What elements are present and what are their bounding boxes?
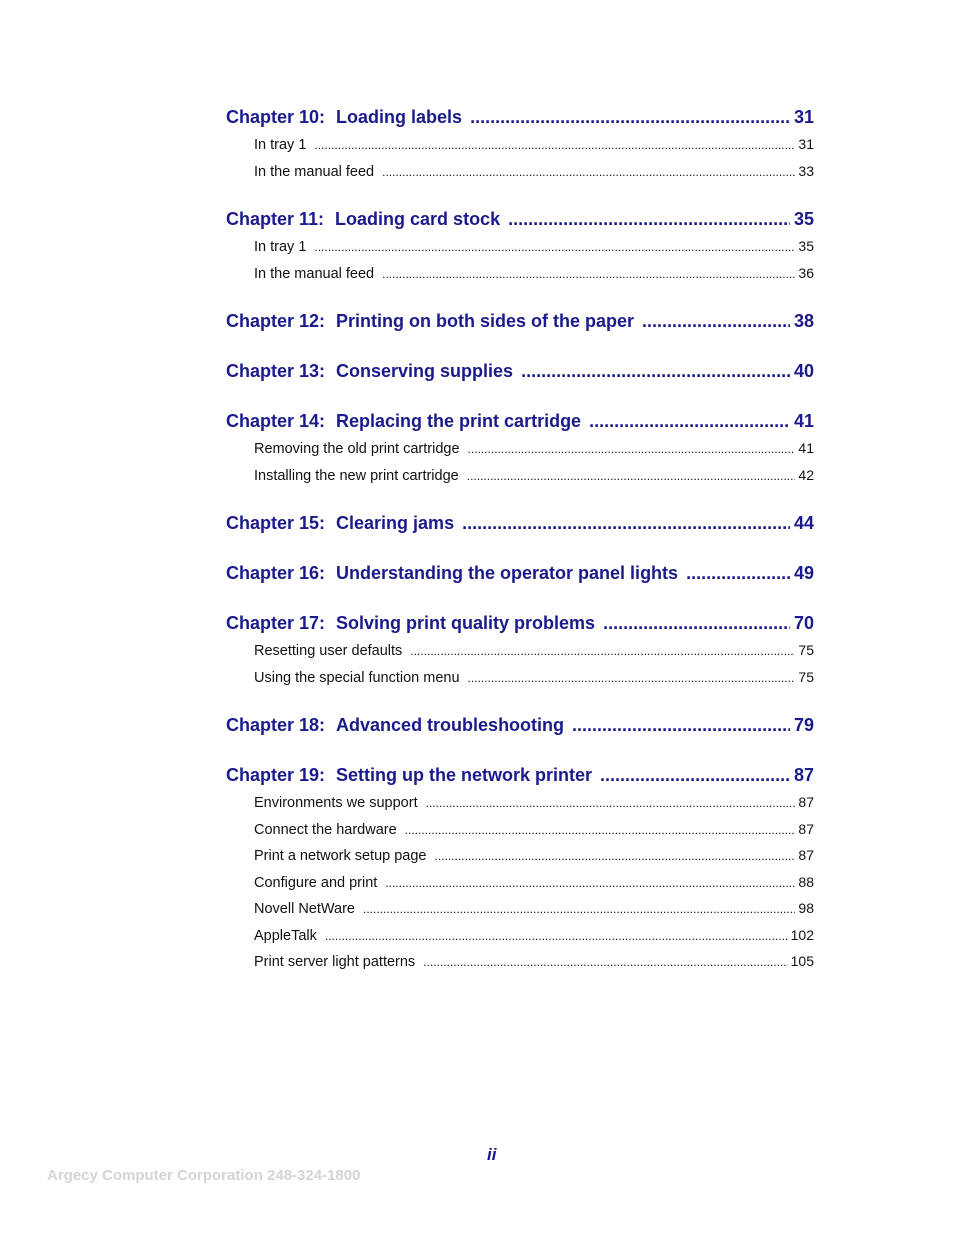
toc-section-entry[interactable]	[254, 163, 814, 190]
section-title: AppleTalk	[254, 927, 317, 944]
chapter-page-number: 70	[793, 613, 814, 633]
chapter-page-number: 38	[793, 311, 814, 331]
section-page-number: 88	[798, 873, 814, 890]
chapter-number: Chapter 11:	[226, 209, 325, 229]
dot-leader	[426, 796, 796, 810]
section-page-number: 75	[798, 668, 814, 685]
toc-section-entry[interactable]	[254, 847, 814, 874]
section-title: Connect the hardware	[254, 821, 397, 838]
toc-chapter-entry[interactable]	[226, 563, 814, 587]
toc-section-entry[interactable]	[254, 136, 814, 163]
toc-section-entry[interactable]	[254, 953, 814, 980]
section-title: In tray 1	[254, 137, 307, 153]
section-title: Using the special function menu	[254, 669, 460, 686]
dot-leader	[572, 715, 790, 736]
page-number: ii	[487, 1145, 497, 1164]
chapter-number: Chapter 16:	[226, 563, 326, 583]
toc-spacer	[226, 335, 814, 361]
dot-leader	[382, 267, 795, 281]
dot-leader	[382, 165, 795, 179]
dot-leader	[325, 929, 788, 943]
section-title: Environments we support	[254, 795, 418, 811]
toc-section-entry[interactable]	[254, 467, 814, 494]
toc-section-entry[interactable]	[254, 821, 814, 848]
chapter-title: Setting up the network printer	[336, 765, 593, 785]
toc-chapter-entry[interactable]	[226, 715, 814, 739]
section-title: In the manual feed	[254, 265, 375, 282]
table-of-contents	[226, 107, 814, 980]
section-page-number: 98	[798, 900, 814, 916]
chapter-page-number: 40	[793, 361, 814, 381]
dot-leader	[314, 138, 795, 152]
chapter-number: Chapter 15:	[226, 513, 326, 533]
chapter-page-number: 35	[793, 209, 814, 229]
toc-spacer	[226, 493, 814, 513]
section-title: Resetting user defaults	[254, 643, 403, 659]
section-page-number: 36	[798, 264, 814, 281]
chapter-title: Solving print quality problems	[336, 613, 596, 633]
chapter-number: Chapter 13:	[226, 361, 326, 381]
toc-section-entry[interactable]	[254, 794, 814, 821]
dot-leader	[470, 107, 790, 128]
dot-leader	[423, 955, 787, 969]
toc-chapter-entry[interactable]	[226, 311, 814, 335]
section-title: In tray 1	[254, 239, 307, 255]
chapter-page-number: 87	[793, 765, 814, 785]
chapter-page-number: 79	[793, 715, 814, 735]
toc-chapter-entry[interactable]	[226, 209, 814, 233]
dot-leader	[462, 513, 790, 534]
chapter-title: Conserving supplies	[336, 361, 514, 381]
chapter-title: Replacing the print cartridge	[336, 411, 582, 431]
chapter-number: Chapter 12:	[226, 311, 326, 331]
chapter-number: Chapter 14:	[226, 411, 326, 431]
chapter-number: Chapter 19:	[226, 765, 326, 785]
dot-leader	[686, 563, 790, 584]
footer-company: Argecy Computer Corporation 248-324-1800	[47, 1167, 361, 1184]
section-page-number: 87	[798, 820, 814, 837]
section-page-number: 33	[798, 162, 814, 179]
chapter-number: Chapter 17:	[226, 613, 326, 633]
toc-chapter-entry[interactable]	[226, 513, 814, 537]
section-title: Installing the new print cartridge	[254, 467, 459, 484]
section-title: In the manual feed	[254, 163, 375, 180]
dot-leader	[410, 644, 795, 658]
toc-spacer	[226, 695, 814, 715]
dot-leader	[589, 411, 790, 432]
section-page-number: 87	[798, 794, 814, 810]
section-title: Novell NetWare	[254, 901, 355, 917]
chapter-number: Chapter 10:	[226, 107, 326, 127]
chapter-page-number: 41	[793, 411, 814, 431]
section-page-number: 105	[790, 953, 814, 969]
toc-section-entry[interactable]	[254, 669, 814, 696]
section-page-number: 87	[798, 847, 814, 863]
dot-leader	[314, 240, 795, 254]
toc-chapter-entry[interactable]	[226, 765, 814, 789]
dot-leader	[642, 311, 790, 332]
chapter-title: Clearing jams	[336, 513, 455, 533]
toc-chapter-entry[interactable]	[226, 613, 814, 637]
toc-chapter-entry[interactable]	[226, 107, 814, 131]
section-title: Removing the old print cartridge	[254, 441, 460, 457]
section-page-number: 75	[798, 642, 814, 658]
chapter-title: Understanding the operator panel lights	[336, 563, 679, 583]
toc-spacer	[226, 189, 814, 209]
chapter-page-number: 44	[793, 513, 814, 533]
chapter-title: Advanced troubleshooting	[336, 715, 565, 735]
chapter-title: Loading labels	[336, 107, 463, 127]
toc-section-entry[interactable]	[254, 440, 814, 467]
toc-chapter-entry[interactable]	[226, 361, 814, 385]
chapter-page-number: 31	[793, 107, 814, 127]
toc-section-entry[interactable]	[254, 927, 814, 954]
section-page-number: 31	[798, 136, 814, 152]
dot-leader	[508, 209, 790, 230]
toc-section-entry[interactable]	[254, 900, 814, 927]
chapter-title: Loading card stock	[335, 209, 501, 229]
toc-chapter-entry[interactable]	[226, 411, 814, 435]
dot-leader	[385, 876, 795, 890]
dot-leader	[435, 849, 796, 863]
section-title: Print a network setup page	[254, 848, 427, 864]
dot-leader	[363, 902, 795, 916]
dot-leader	[468, 671, 796, 685]
dot-leader	[468, 442, 796, 456]
toc-spacer	[226, 291, 814, 311]
section-title: Print server light patterns	[254, 954, 416, 970]
toc-section-entry[interactable]	[254, 265, 814, 292]
toc-spacer	[226, 385, 814, 411]
toc-section-entry[interactable]	[254, 238, 814, 265]
section-page-number: 35	[798, 238, 814, 254]
chapter-page-number: 49	[793, 563, 814, 583]
dot-leader	[600, 765, 790, 786]
dot-leader	[405, 823, 796, 837]
section-page-number: 41	[798, 440, 814, 456]
toc-section-entry[interactable]	[254, 642, 814, 669]
toc-spacer	[226, 739, 814, 765]
toc-section-entry[interactable]	[254, 874, 814, 901]
dot-leader	[521, 361, 790, 382]
section-page-number: 102	[790, 926, 814, 943]
section-title: Configure and print	[254, 874, 378, 891]
section-page-number: 42	[798, 466, 814, 483]
toc-spacer	[226, 537, 814, 563]
chapter-title: Printing on both sides of the paper	[336, 311, 635, 331]
toc-spacer	[226, 587, 814, 613]
chapter-number: Chapter 18:	[226, 715, 326, 735]
dot-leader	[467, 469, 796, 483]
dot-leader	[603, 613, 790, 634]
